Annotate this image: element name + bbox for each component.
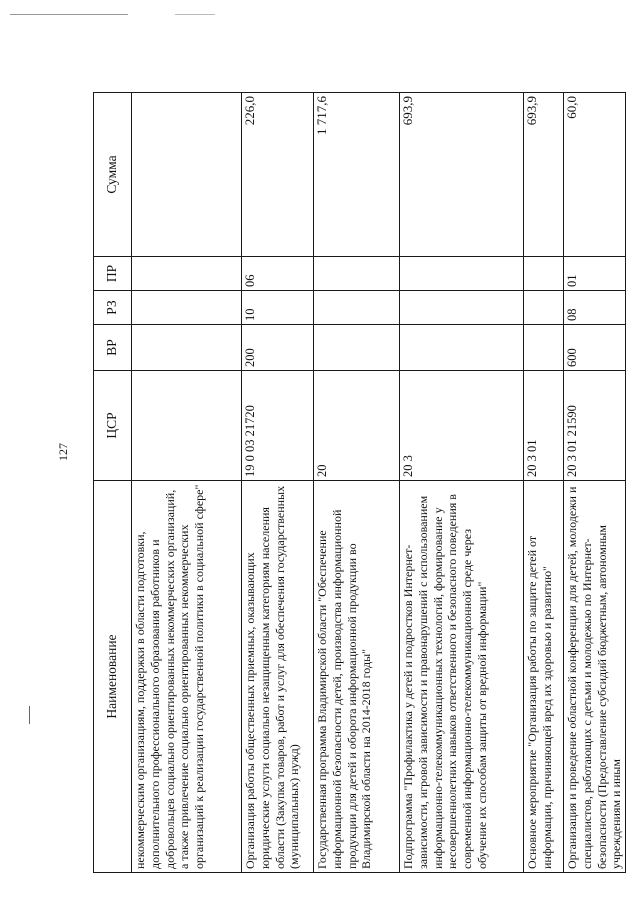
budget-table bbox=[93, 92, 626, 873]
row-vr bbox=[524, 325, 564, 371]
row-vr bbox=[314, 325, 400, 371]
row-name: Государственная программа Владимирской области "Обеспечение информационной безопасности детей, производства информационной продукции для детей и оборота информационной продукции во Владимирской области на 2014-2018 годы" bbox=[314, 481, 400, 873]
row-sum: 226,0 bbox=[242, 93, 314, 257]
row-rz bbox=[314, 291, 400, 325]
header-sum: Сумма bbox=[94, 93, 132, 257]
page-number: 127 bbox=[56, 443, 70, 461]
table-row bbox=[132, 93, 242, 873]
row-vr bbox=[400, 325, 524, 371]
budget-table-rotated bbox=[93, 93, 624, 873]
row-csr: 19 0 03 21720 bbox=[242, 371, 314, 481]
row-csr: 20 bbox=[314, 371, 400, 481]
row-csr: 20 3 01 bbox=[524, 371, 564, 481]
table-header-row bbox=[94, 93, 132, 873]
header-rz: РЗ bbox=[94, 291, 132, 325]
row-csr bbox=[132, 371, 242, 481]
table-row bbox=[524, 93, 564, 873]
row-name: Организация работы общественных приемных, оказывающих юридические услуги социально незащищенным категориям населения области (Закупка товаров, работ и услуг для обеспечения государственных (муниципальных) нужд) bbox=[242, 481, 314, 873]
row-pr bbox=[400, 257, 524, 291]
scan-artifact-tick bbox=[29, 706, 30, 724]
header-csr: ЦСР bbox=[94, 371, 132, 481]
row-name: Основное мероприятие "Организация работы по защите детей от информации, причиняющей вред их здоровью и развитию" bbox=[524, 481, 564, 873]
table-row bbox=[564, 93, 626, 873]
table-row bbox=[242, 93, 314, 873]
row-pr bbox=[524, 257, 564, 291]
row-pr: 01 bbox=[564, 257, 626, 291]
row-name: Организация и проведение областной конференции для детей, молодежи и специалистов, работающих с детьми и молодежью по Интернет-безопасности (Предоставление субсидий бюджетным, автономным учреждениям и иным bbox=[564, 481, 626, 873]
row-sum: 693,9 bbox=[400, 93, 524, 257]
header-name: Наименование bbox=[94, 481, 132, 873]
row-vr: 600 bbox=[564, 325, 626, 371]
row-pr: 06 bbox=[242, 257, 314, 291]
row-csr: 20 3 01 21590 bbox=[564, 371, 626, 481]
row-pr bbox=[314, 257, 400, 291]
row-rz bbox=[132, 291, 242, 325]
header-pr: ПР bbox=[94, 257, 132, 291]
row-rz: 08 bbox=[564, 291, 626, 325]
table-row bbox=[400, 93, 524, 873]
row-rz bbox=[524, 291, 564, 325]
row-sum: 1 717,6 bbox=[314, 93, 400, 257]
row-rz bbox=[400, 291, 524, 325]
row-name: некоммерческим организациям, поддержки в области подготовки, дополнительного профессионального образования работников и добровольцев социально ориентированных некоммерческих организаций, а также привлечение социально ориентированных некоммерческих организаций к реализации государственной политики в социальной сфере" bbox=[132, 481, 242, 873]
scan-artifact-line bbox=[10, 14, 128, 15]
row-rz: 10 bbox=[242, 291, 314, 325]
scan-artifact-line bbox=[175, 14, 215, 15]
row-vr: 200 bbox=[242, 325, 314, 371]
row-pr bbox=[132, 257, 242, 291]
row-name: Подпрограмма "Профилактика у детей и подростков Интернет-зависимости, игровой зависимости и правонарушений с использованием информационно-телекоммуникационных технологий, формирование у несовершеннолетних навыков ответственного и безопасного поведения в современной информационно-телекоммуникационной среде через обучение их способам защиты от вредной информации" bbox=[400, 481, 524, 873]
row-sum: 60,0 bbox=[564, 93, 626, 257]
row-csr: 20 3 bbox=[400, 371, 524, 481]
row-sum: 693,9 bbox=[524, 93, 564, 257]
table-row bbox=[314, 93, 400, 873]
header-vr: ВР bbox=[94, 325, 132, 371]
row-sum bbox=[132, 93, 242, 257]
row-vr bbox=[132, 325, 242, 371]
